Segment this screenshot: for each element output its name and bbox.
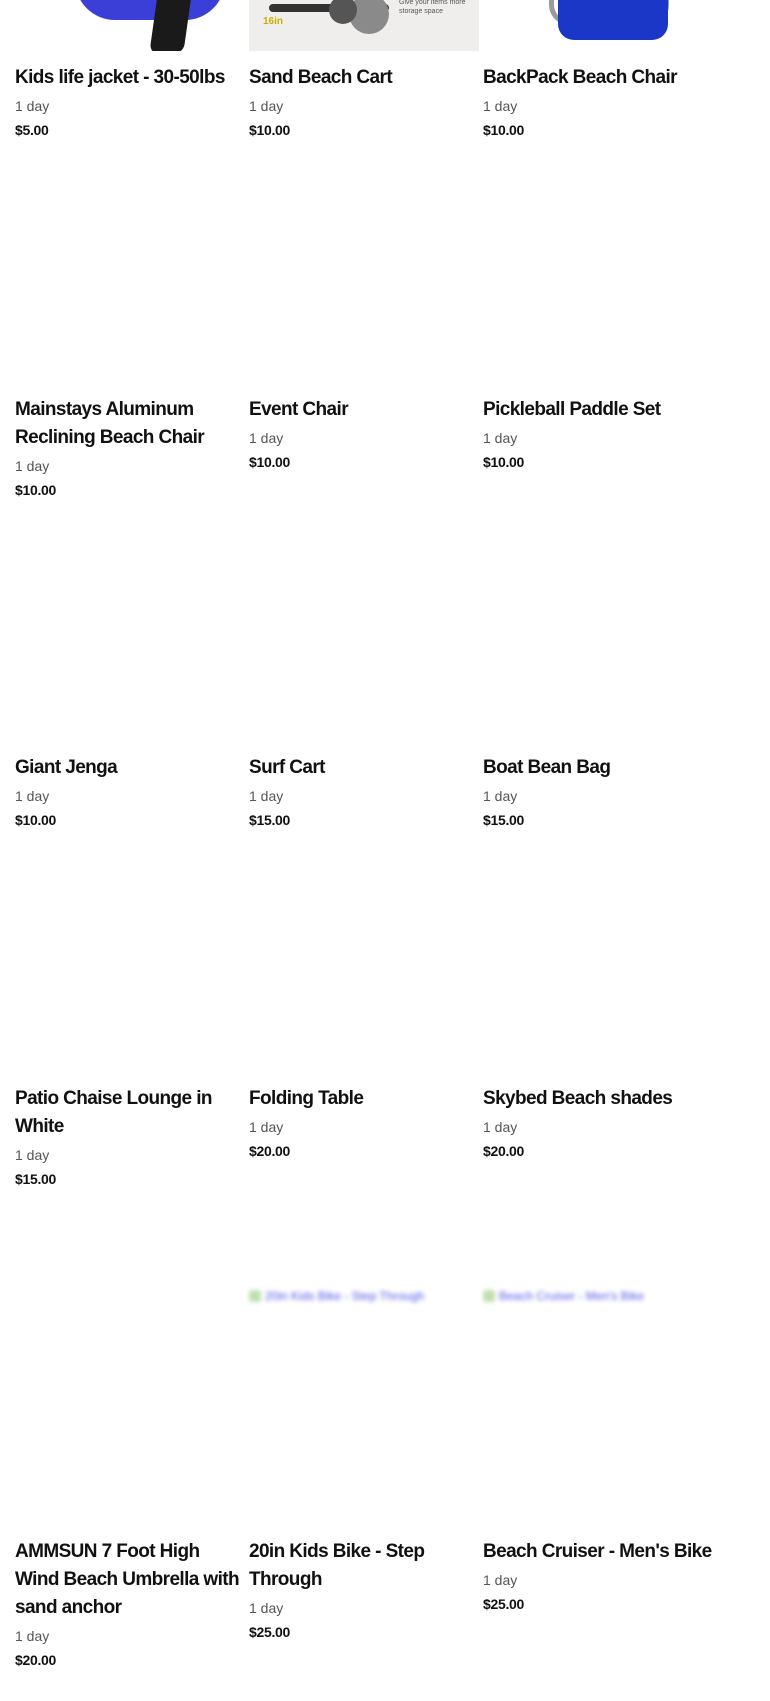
product-duration: 1 day [249, 788, 284, 804]
product-duration: 1 day [15, 788, 50, 804]
product-duration: 1 day [15, 98, 50, 114]
product-card[interactable] [15, 1085, 245, 1189]
product-title[interactable]: Folding Table [249, 1088, 364, 1109]
product-price: $10.00 [483, 122, 525, 138]
broken-image[interactable] [249, 1289, 424, 1303]
product-duration: 1 day [483, 98, 518, 114]
product-title[interactable]: Event Chair [249, 399, 348, 420]
product-title[interactable]: Boat Bean Bag [483, 757, 611, 778]
product-title[interactable]: BackPack Beach Chair [483, 67, 677, 88]
product-price: $10.00 [483, 454, 525, 470]
product-image[interactable] [483, 1283, 713, 1303]
product-price: $20.00 [483, 1143, 525, 1159]
product-image[interactable] [249, 1283, 479, 1303]
product-price: $10.00 [249, 454, 291, 470]
cart-image-caption: Give your items more storage space [399, 0, 466, 15]
product-duration: 1 day [483, 788, 518, 804]
product-price: $15.00 [15, 1171, 57, 1187]
product-price: $15.00 [249, 812, 291, 828]
broken-image-icon [249, 1290, 261, 1302]
product-duration: 1 day [249, 1119, 284, 1135]
product-duration: 1 day [15, 1628, 50, 1644]
product-price: $25.00 [249, 1624, 291, 1640]
product-image[interactable] [249, 0, 479, 51]
product-duration: 1 day [483, 430, 518, 446]
product-duration: 1 day [483, 1119, 518, 1135]
product-title[interactable]: Patio Chaise Lounge in White [15, 1088, 212, 1137]
product-duration: 1 day [249, 430, 284, 446]
product-price: $10.00 [15, 482, 57, 498]
product-title[interactable]: Surf Cart [249, 757, 325, 778]
product-duration: 1 day [249, 1600, 284, 1616]
product-title[interactable]: Giant Jenga [15, 757, 118, 778]
product-title[interactable]: Mainstays Aluminum Reclining Beach Chair [15, 399, 205, 448]
beach-cart-image [249, 0, 479, 51]
product-title[interactable]: Sand Beach Cart [249, 67, 393, 88]
life-jacket-strap [149, 0, 191, 51]
product-price: $5.00 [15, 122, 49, 138]
product-card[interactable] [15, 1538, 245, 1670]
product-card[interactable] [483, 1085, 713, 1161]
product-duration: 1 day [15, 1147, 50, 1163]
product-card[interactable] [15, 396, 245, 500]
product-duration: 1 day [15, 458, 50, 474]
product-card[interactable] [249, 0, 479, 140]
broken-image-alt: Beach Cruiser - Men's Bike [499, 1289, 645, 1303]
broken-image-alt: 20in Kids Bike - Step Through [265, 1289, 425, 1303]
product-card[interactable] [483, 396, 713, 472]
product-title[interactable]: Skybed Beach shades [483, 1088, 673, 1109]
product-image[interactable] [15, 0, 245, 51]
product-duration: 1 day [483, 1572, 518, 1588]
product-card[interactable] [249, 396, 479, 472]
product-card[interactable] [249, 754, 479, 830]
product-title[interactable]: Pickleball Paddle Set [483, 399, 661, 420]
product-card[interactable] [249, 1538, 479, 1642]
product-title[interactable]: Beach Cruiser - Men's Bike [483, 1541, 712, 1562]
product-card[interactable] [15, 754, 245, 830]
product-title[interactable]: 20in Kids Bike - Step Through [249, 1541, 425, 1590]
broken-image[interactable] [483, 1289, 644, 1303]
product-card[interactable] [15, 0, 245, 140]
product-image[interactable] [483, 0, 713, 51]
broken-image-icon [483, 1290, 495, 1302]
product-title[interactable]: AMMSUN 7 Foot High Wind Beach Umbrella with sand anchor [15, 1541, 240, 1618]
product-price: $15.00 [483, 812, 525, 828]
product-card[interactable] [483, 0, 713, 140]
life-jacket-image [75, 0, 225, 20]
product-price: $10.00 [15, 812, 57, 828]
product-duration: 1 day [249, 98, 284, 114]
product-price: $20.00 [249, 1143, 291, 1159]
product-price: $10.00 [249, 122, 291, 138]
backpack-chair-image [558, 0, 668, 40]
product-card[interactable] [483, 754, 713, 830]
product-price: $20.00 [15, 1652, 57, 1668]
cart-size-tag: 16in [263, 16, 284, 27]
product-card[interactable] [483, 1538, 713, 1614]
product-title[interactable]: Kids life jacket - 30-50lbs [15, 67, 225, 88]
product-price: $25.00 [483, 1596, 525, 1612]
product-card[interactable] [249, 1085, 479, 1161]
